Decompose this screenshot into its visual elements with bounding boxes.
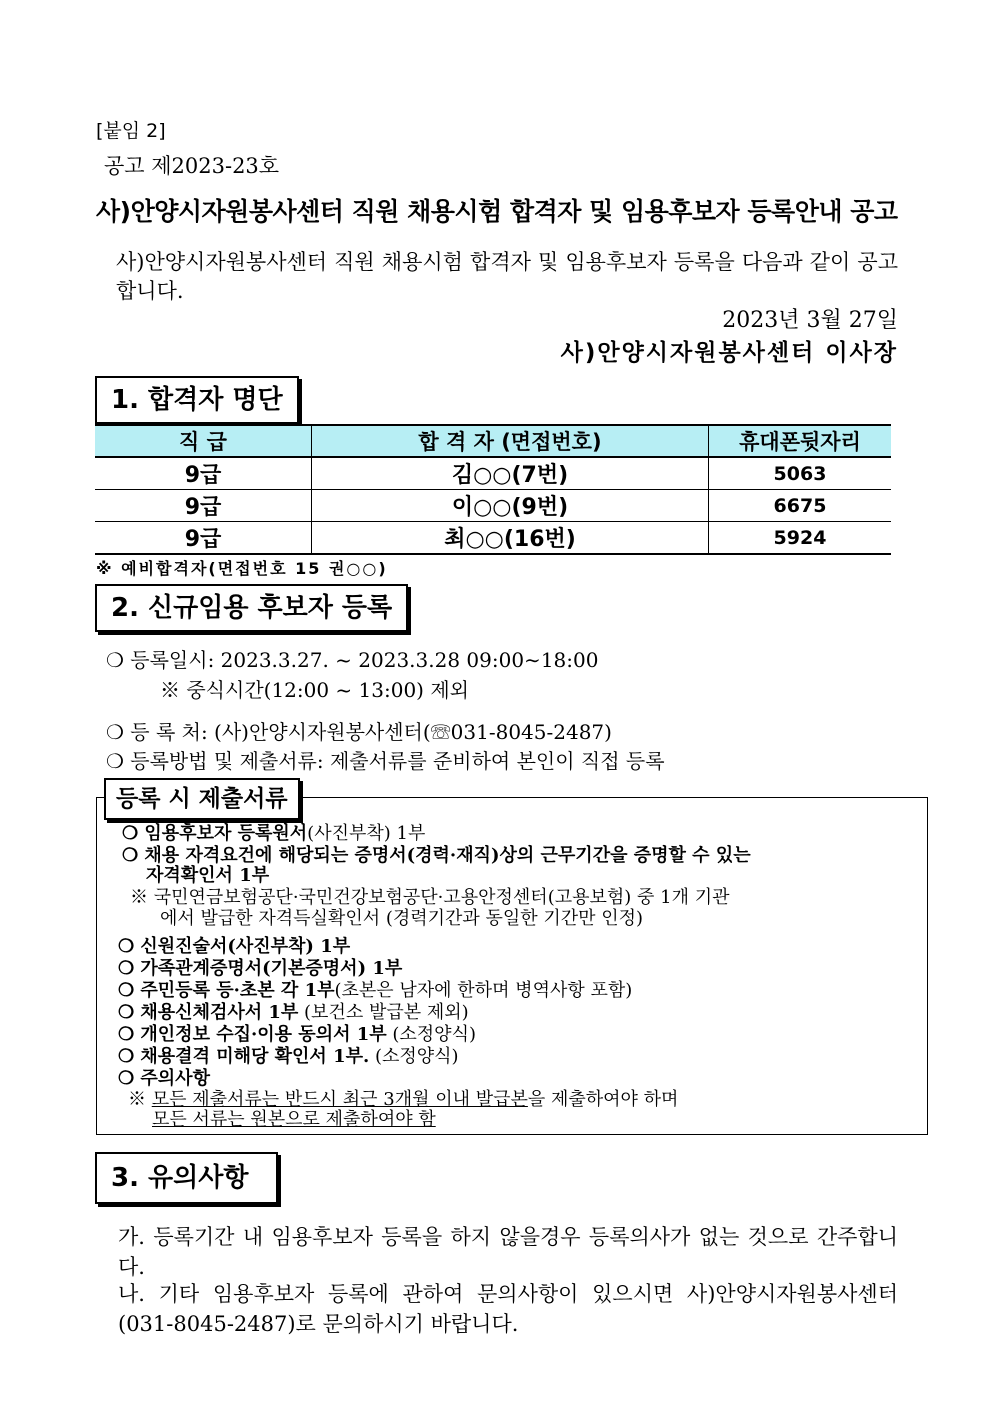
doc-item bbox=[118, 981, 632, 1001]
section-2-title: 2. 신규임용 후보자 등록 bbox=[95, 584, 408, 632]
doc-item-bold: ❍ 채용결격 미해당 확인서 1부. bbox=[118, 1046, 370, 1067]
doc-item bbox=[118, 1047, 459, 1067]
notice-date: 2023년 3월 27일 bbox=[722, 308, 898, 333]
doc-note: ※ 국민연금보험공단·국민건강보험공단·고용안정센터(고용보험) 중 1개 기관 bbox=[130, 887, 730, 908]
item-marker: 가. bbox=[118, 1225, 145, 1249]
doc-item-detail: (사진부착) 1부 bbox=[307, 823, 426, 844]
doc-item-bold: ❍ 채용 자격요건에 해당되는 증명서(경력·재직)상의 근무기간을 증명할 수 있는 bbox=[122, 845, 751, 866]
result-table bbox=[95, 424, 891, 555]
cell-name: 이○○(9번) bbox=[312, 490, 709, 522]
caution-note-2: 모든 서류는 원본으로 제출하여야 함 bbox=[152, 1109, 436, 1130]
doc-item-bold: ❍ 임용후보자 등록원서 bbox=[122, 823, 308, 844]
table-row bbox=[95, 457, 891, 490]
item-text: 등록기간 내 임용후보자 등록을 하지 않을경우 등록의사가 없는 것으로 간주합니다. bbox=[118, 1225, 898, 1279]
item-text: 기타 임용후보자 등록에 관하여 문의사항이 있으시면 사)안양시자원봉사센터(031-8045-2487)로 문의하시기 바랍니다. bbox=[118, 1282, 898, 1336]
lunch-note: ※ 중식시간(12:00 ~ 13:00) 제외 bbox=[160, 678, 469, 702]
header-name: 합 격 자 (면접번호) bbox=[312, 425, 709, 457]
doc-item bbox=[122, 846, 751, 866]
cell-grade: 9급 bbox=[95, 522, 312, 555]
cell-grade: 9급 bbox=[95, 457, 312, 490]
section-3-title: 3. 유의사항 bbox=[95, 1152, 278, 1204]
cell-grade: 9급 bbox=[95, 490, 312, 522]
notice-item-2 bbox=[118, 1279, 898, 1339]
issuer: 사)안양시자원봉사센터 이사장 bbox=[560, 340, 898, 366]
doc-item bbox=[118, 959, 402, 979]
registration-period: ❍ 등록일시: 2023.3.27. ~ 2023.3.28 09:00∼18:00 bbox=[106, 648, 599, 672]
intro-paragraph: 사)안양시자원봉사센터 직원 채용시험 합격자 및 임용후보자 등록을 다음과 같이 공고합니다. bbox=[116, 250, 898, 303]
page-title: 사)안양시자원봉사센터 직원 채용시험 합격자 및 임용후보자 등록안내 공고 bbox=[96, 197, 898, 226]
header-phone: 휴대폰뒷자리 bbox=[709, 425, 892, 457]
doc-item-bold: ❍ 개인정보 수집·이용 동의서 1부 bbox=[118, 1024, 387, 1045]
registration-method: ❍ 등록방법 및 제출서류: 제출서류를 준비하여 본인이 직접 등록 bbox=[106, 749, 665, 773]
table-row bbox=[95, 522, 891, 555]
doc-item bbox=[118, 937, 350, 957]
doc-item bbox=[146, 866, 269, 886]
doc-item-detail: (소정양식) bbox=[386, 1024, 476, 1045]
caution-underlined: 모든 제출서류는 반드시 최근 3개월 이내 발급본 bbox=[151, 1089, 528, 1110]
cell-name: 김○○(7번) bbox=[312, 457, 709, 490]
caution-rest: 을 제출하여야 하며 bbox=[527, 1089, 679, 1110]
doc-item bbox=[118, 1003, 469, 1023]
cell-name: 최○○(16번) bbox=[312, 522, 709, 555]
notice-number: 공고 제2023-23호 bbox=[104, 154, 280, 178]
section-1-title: 1. 합격자 명단 bbox=[95, 376, 299, 424]
doc-item-bold: ❍ 채용신체검사서 1부 bbox=[118, 1002, 299, 1023]
notice-item-1 bbox=[118, 1222, 898, 1282]
doc-item bbox=[118, 1069, 210, 1089]
cell-phone: 5063 bbox=[709, 457, 892, 490]
caution-note bbox=[128, 1090, 678, 1110]
documents-box-title: 등록 시 제출서류 bbox=[104, 778, 300, 820]
table-row bbox=[95, 490, 891, 522]
doc-item bbox=[118, 1025, 476, 1045]
doc-item-bold: ❍ 가족관계증명서(기본증명서) 1부 bbox=[118, 958, 403, 979]
caution-prefix: ※ bbox=[128, 1089, 152, 1110]
doc-item-bold: ❍ 주민등록 등·초본 각 1부 bbox=[118, 980, 335, 1001]
table-header-row bbox=[95, 425, 891, 457]
doc-item-bold: ❍ 주의사항 bbox=[118, 1068, 210, 1089]
doc-item-bold: ❍ 신원진술서(사진부착) 1부 bbox=[118, 936, 351, 957]
registration-place: ❍ 등 록 처: (사)안양시자원봉사센터(☏031-8045-2487) bbox=[106, 720, 612, 744]
item-marker: 나. bbox=[118, 1282, 145, 1306]
attachment-label: [붙임 2] bbox=[96, 120, 166, 142]
doc-item bbox=[122, 824, 425, 844]
doc-note: 에서 발급한 자격득실확인서 (경력기간과 동일한 기간만 인정) bbox=[160, 908, 644, 929]
doc-item-detail: (소정양식) bbox=[369, 1046, 459, 1067]
doc-item-bold: 자격확인서 1부 bbox=[146, 865, 270, 886]
cell-phone: 6675 bbox=[709, 490, 892, 522]
cell-phone: 5924 bbox=[709, 522, 892, 555]
reserve-note: ※ 예비합격자(면접번호 15 권○○) bbox=[96, 559, 388, 578]
doc-item-detail: (보건소 발급본 제외) bbox=[298, 1002, 469, 1023]
doc-item-detail: (초본은 남자에 한하며 병역사항 포함) bbox=[334, 980, 633, 1001]
header-grade: 직 급 bbox=[95, 425, 312, 457]
